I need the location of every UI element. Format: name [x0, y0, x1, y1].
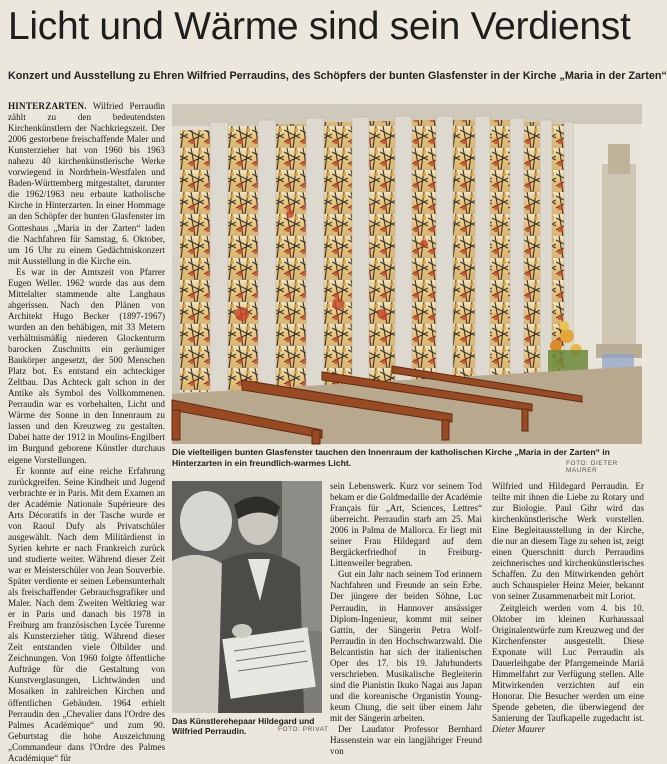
subheadline: Konzert und Ausstellung zu Ehren Wilfried Perraudins, des Schöpfers der bunten Glasfenster in der Kirche „Maria in der Zarten“	[8, 70, 667, 82]
stained-glass-windows	[180, 120, 564, 398]
author-signature: Dieter Maurer	[492, 724, 546, 735]
article-paragraph: Er konnte auf eine reiche Erfahrung zurückgreifen. Seine Kindheit und Jugend verbrachte er in Paris. Mit dem Examen an der Académie Nationale Supérieure des Arts Décoratifs in der Tasche wurde er von Raoul Dufy als Privatschüler ausgewählt. Nach dem Militärdienst in Syrien kehrte er nach Frankreich zurück und studierte weiter. Während dieser Zeit war er Meisterschüler von Jean Souverbie. Später verdiente er seinen Lebensunterhalt als freischaffender Gebrauchsgrafiker und Maler. Nach dem Zweiten Weltkrieg war er in Paris und danach bis 1978 in Freiburg am französischen Lycée Turenne als Kunsterzieher tätig. Während dieser Zeit entstanden viele Ölbilder und Zeichnungen. Von 1960 folgte öffentliche Aufträge für die Gestaltung von Kunstverglasungen, Lichtwänden und Mosaiken in zahlreichen Kirchen und öffentlichen Gebäuden. 1964 erhielt Perraudin den „Chevalier dans l'Ordre des Palmes Académique“ und zum 90. Geburtstag die hohe Auszeichnung „Commandeur dans l'Ordre des Palmes Académique“ für	[8, 465, 165, 763]
article-paragraph: Der Laudator Professor Bernhard Hassenstein war ein langjähriger Freund von	[330, 724, 482, 757]
inset-photo-credit: FOTO: PRIVAT	[278, 726, 329, 733]
article-column-2	[330, 481, 482, 757]
dateline: HINTERZARTEN.	[8, 101, 87, 111]
main-photo-credit: FOTO: DIETER MAURER	[566, 460, 618, 474]
article-paragraph-text: Zeitgleich werden vom 4. bis 10. Oktober im kleinen Kurhaussaal Originalentwürfe zum Kreuzweg und der Kirchenfenster ausgestellt. Diese Exponate will Luc Perraudin als Dauerleihgabe der Pfarrgemeinde Mariä Himmelfahrt zur Verfügung stellen. Alle Mitwirkenden verzichten auf ein Honorar. Die Besucher werden um eine Spende gebeten, die überwiegend der Sanierung der Taufkapelle zugedacht ist.	[492, 602, 644, 723]
church-interior-photo	[172, 104, 642, 444]
article-paragraph	[8, 101, 165, 267]
article-paragraph: Gut ein Jahr nach seinem Tod erinnern Nachfahren und Freunde an sein Erbe. Der jüngere der beiden Söhne, Luc Perraudin, in Hannover ansässiger Diplom-Ingenieur, kommt mit seiner Gattin, der Sängerin Petra Wolf-Perraudin in den Hochschwarzwald. Die Belcantistin hat sich der italienischen Oper des 17. bis 19. Jahrhunderts verschrieben. Musikalische Begleiterin sind die Pianistin Ikuko Nagai aus Japan und die koreanische Organistin Young-keum Chung, die seit über einem Jahr mit der Sängerin arbeiten.	[330, 569, 482, 723]
article-paragraph-text: Wilfried Perraudin zählt zu den bedeutendsten Kirchenkünstlern der Nachkriegszeit. Der 2006 gestorbene freischaffende Maler und Kunsterzieher hat von 1960 bis 1963 nahezu 40 kirchenkünstlerische Werke vorwiegend in Nordrhein-Westfalen und Baden-Württemberg mitgestaltet, darunter die 1962/1963 neu erbaute katholische Kirche in Hinterzarten. In einer Hommage an den Schöpfer der bunten Glasfenster im Gotteshaus „Maria in der Zarten“ laden die Nachfahren für Samstag, 6. Oktober, um 16 Uhr zu einem Gedächtniskonzert mit Ausstellung in die Kirche ein.	[8, 101, 165, 266]
article-paragraph	[492, 603, 644, 736]
article-paragraph: Es war in der Amtszeit von Pfarrer Eugen Weller. 1962 wurde das aus dem Mittelalter stammende alte Langhaus abgerissen. Nach den Plänen von Architekt Hugo Becker (1897-1967) wurden an den behäbigen, mit 33 Metern verhältnismäßig niederen Glockenturm barocken Zuschnitts ein geräumiger Baukörper angesetzt, der 500 Menschen Platz bot. Es entstand ein achteckiger Zeltbau. Das Achteck galt schon in der Antike als Symbol des Vollkommenen. Perraudin war es vorbehalten, Licht und Wärme der Sonne in den Innenraum zu lassen und den Kreuzweg zu gestalten. Dabei hatte der 1912 in Moulins-Engilbert im Burgund geborene Künstler durchaus eigene Vorstellungen.	[8, 266, 165, 465]
article-paragraph: Wilfried und Hildegard Perraudin. Er teilte mit ihnen die Liebe zu Rotary und zur Biologie. Paul Gihr wird das kirchenkünstlerische Werk vorstellen. Eine Begleitausstellung in der Kirche, die nur an diesem Tage zu sehen ist, zeigt einen Querschnitt durch Perraudins zeichnerisches und kirchenkünstlerisches Schaffen. Zu den Mitwirkenden gehört auch Schauspieler Heinz Meier, bekannt von seiner Zusammenarbeit mit Loriot.	[492, 481, 644, 602]
article-column-3	[492, 481, 644, 735]
main-photo-caption: Die vielteiligen bunten Glasfenster tauchen den Innenraum der katholischen Kirche „Maria in der Zarten“ in Hinterzarten in ein freundlich-warmes Licht.	[172, 447, 610, 468]
church-interior-illustration	[172, 104, 642, 444]
artist-couple-illustration	[172, 481, 322, 713]
headline: Licht und Wärme sind sein Verdienst	[8, 5, 631, 48]
article-paragraph: sein Lebenswerk. Kurz vor seinem Tod bekam er die Goldmedaille der Académie Français für „Art, Sciences, Lettres“ überreicht. Perraudin starb am 25. Mai 2006 in Palma de Mallorca. Er liegt mit seiner Frau Hildegard auf dem Bergäckerfriedhof in Freiburg-Littenweiler begraben.	[330, 481, 482, 569]
article-column-1	[8, 101, 165, 763]
inset-photo-caption: Das Künstlerehepaar Hildegard und Wilfried Perraudin.	[172, 716, 315, 736]
artist-couple-photo	[172, 481, 322, 713]
